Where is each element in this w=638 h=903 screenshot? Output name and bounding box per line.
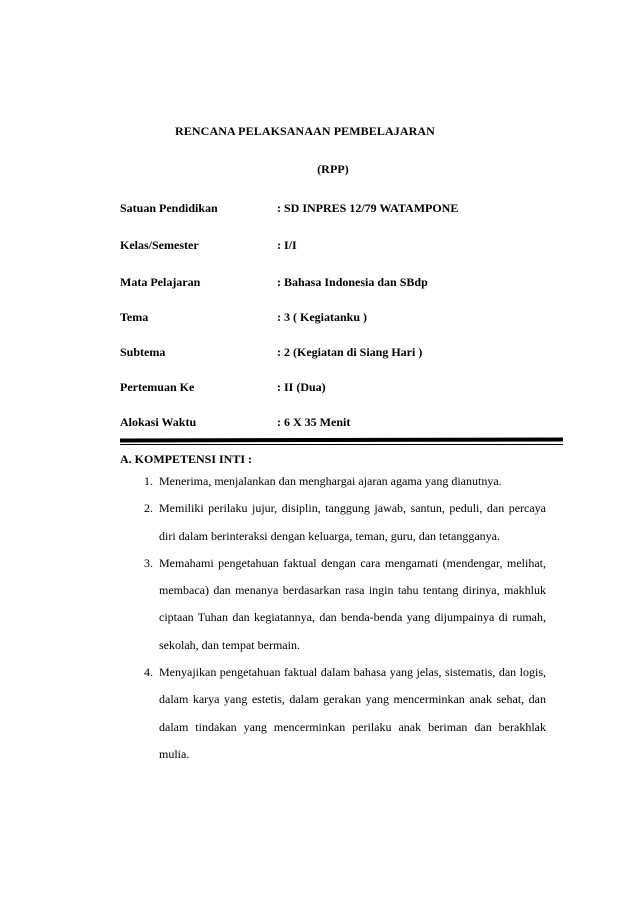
info-label: Alokasi Waktu — [120, 415, 197, 429]
list-item-number: 4. — [144, 665, 153, 680]
info-row-pertemuan — [120, 380, 560, 396]
list-item-text: Menyajikan pengetahuan faktual dalam bahasa yang jelas, sistematis, dan logis, dalam karya yang estetis, dalam gerakan yang mencerminkan anak sehat, dan dalam tindakan yang mencerminkan perilaku anak beriman dan berakhlak mulia. — [159, 665, 546, 761]
info-row-subtema — [120, 345, 560, 361]
divider-thick — [120, 438, 563, 443]
info-row-alokasi-waktu — [120, 415, 560, 431]
divider-thin — [120, 444, 563, 445]
document-subtitle: (RPP) — [317, 162, 349, 176]
list-item — [144, 659, 546, 768]
list-item-number: 1. — [144, 474, 153, 488]
info-row-kelas-semester — [120, 238, 560, 254]
list-item-text: Memiliki perilaku jujur, disiplin, tanggung jawab, santun, peduli, dan percaya diri dalam berinteraksi dengan keluarga, teman, guru, dan tetangganya. — [159, 501, 546, 543]
info-label: Satuan Pendidikan — [120, 201, 218, 215]
info-row-mata-pelajaran — [120, 275, 560, 291]
info-row-satuan-pendidikan — [120, 201, 560, 217]
info-value: : 3 ( Kegiatanku ) — [277, 310, 367, 324]
info-row-tema — [120, 310, 560, 326]
section-heading-kompetensi-inti: A. KOMPETENSI INTI : — [120, 452, 253, 466]
info-value: : 2 (Kegiatan di Siang Hari ) — [277, 345, 423, 359]
info-label: Kelas/Semester — [120, 238, 199, 252]
list-item-text: Memahami pengetahuan faktual dengan cara mengamati (mendengar, melihat, membaca) dan menanya berdasarkan rasa ingin tahu tentang dirinya, makhluk ciptaan Tuhan dan kegiatannya, dan benda-benda yang dijumpainya di rumah, sekolah, dan tempat bermain. — [159, 555, 546, 652]
info-value: : I/I — [277, 238, 297, 252]
list-item-text: Menerima, menjalankan dan menghargai ajaran agama yang dianutnya. — [159, 474, 502, 488]
info-value: : SD INPRES 12/79 WATAMPONE — [277, 201, 459, 215]
kompetensi-inti-list — [144, 468, 546, 768]
info-label: Mata Pelajaran — [120, 275, 201, 289]
info-value: : 6 X 35 Menit — [277, 415, 351, 429]
info-value: : Bahasa Indonesia dan SBdp — [277, 275, 428, 289]
info-label: Tema — [120, 310, 149, 324]
list-item-number: 2. — [144, 501, 153, 516]
info-label: Subtema — [120, 345, 166, 359]
list-item — [144, 550, 546, 659]
info-value: : II (Dua) — [277, 380, 326, 394]
document-title: RENCANA PELAKSANAAN PEMBELAJARAN — [175, 124, 435, 138]
list-item-number: 3. — [144, 555, 153, 570]
info-label: Pertemuan Ke — [120, 380, 195, 394]
list-item — [144, 468, 546, 495]
list-item — [144, 495, 546, 550]
